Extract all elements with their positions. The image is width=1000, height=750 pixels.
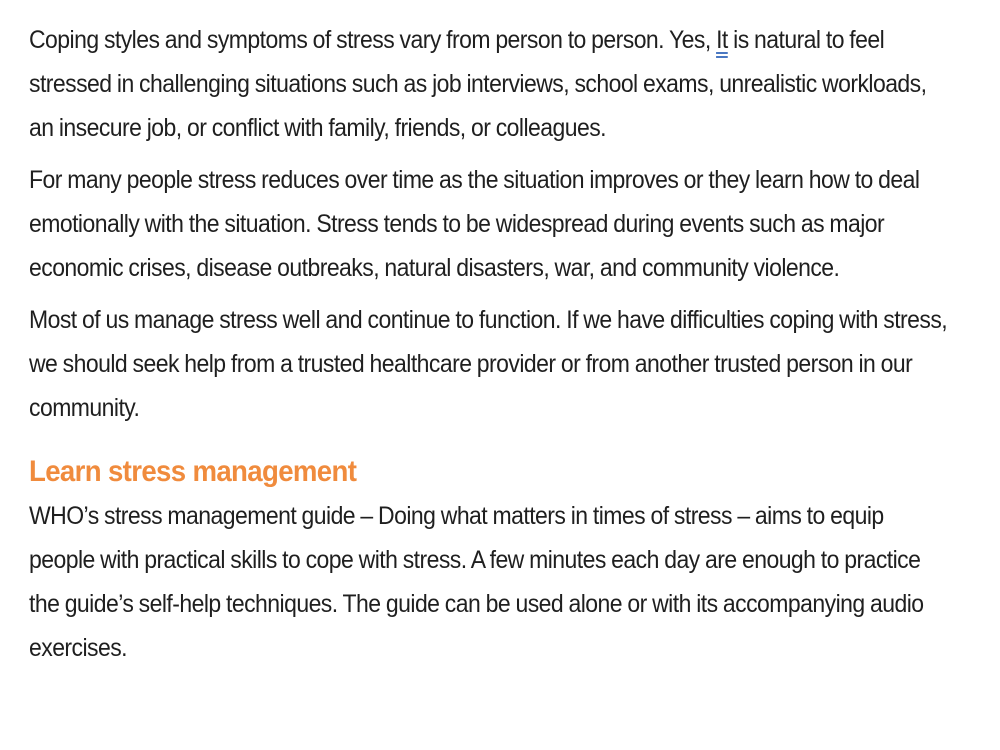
paragraph-stress-reduces: For many people stress reduces over time as the situation improves or they learn how to deal emotionally with the situation. Stress tends to be widespread during events such as major economic crises, disease outbreaks, natural disasters, war, and community violence. xyxy=(29,166,920,282)
paragraph-coping-styles xyxy=(29,18,954,150)
paragraph-stress-guide: WHO’s stress management guide – Doing what matters in times of stress – aims to equip people with practical skills to cope with stress. A few minutes each day are enough to practice the guide’s self-help techniques. The guide can be used alone or with its accompanying audio exercises. xyxy=(29,502,924,662)
paragraph-1-text-end: is natural to feel stressed in challenging situations such as job interviews, school exams, unrealistic workloads, an insecure job, or conflict with family, friends, or colleagues. xyxy=(29,26,927,142)
document-body xyxy=(29,18,954,670)
paragraph-1-text-start: Coping styles and symptoms of stress vary from person to person. Yes, xyxy=(29,26,717,54)
proofing-marked-word[interactable]: It xyxy=(716,26,728,54)
section-heading: Learn stress management xyxy=(29,455,357,488)
paragraph-seek-help: Most of us manage stress well and continue to function. If we have difficulties coping with stress, we should seek help from a trusted healthcare provider or from another trusted person in our community. xyxy=(29,306,948,422)
